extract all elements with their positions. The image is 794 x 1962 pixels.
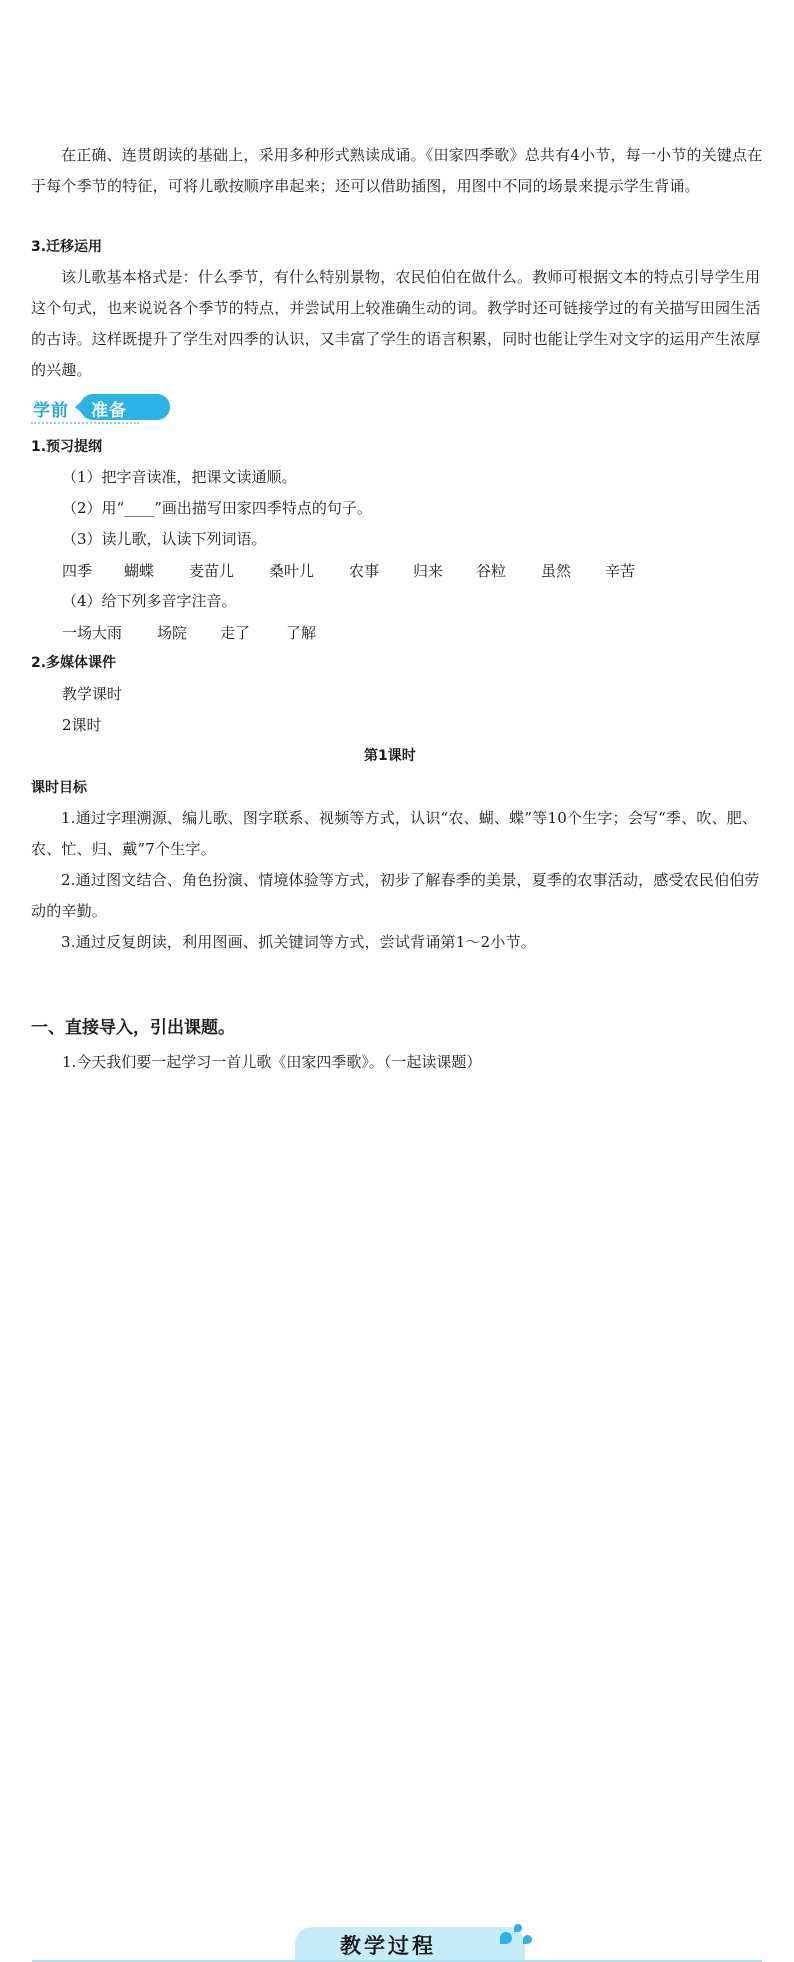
- teaching-hours-value: 2课时: [62, 716, 102, 734]
- vocab-word: 四季: [62, 562, 93, 580]
- vocab-word: 麦苗儿: [189, 562, 235, 580]
- vocab-word: 桑叶儿: [269, 562, 315, 580]
- polyphone-word: 了解: [286, 624, 317, 642]
- intro-paragraph-2: 该儿歌基本格式是：什么季节，有什么特别景物，农民伯伯在做什么。教师可根据文本的特点引导学生用这个句式，也来说说各个季节的特点，并尝试用上较准确生动的词。教学时还可链接学过的有关描写田园生活的古诗。这样既提升了学生对四季的认识，又丰富了学生的语言积累，同时也能让学生对文字的运用产生浓厚的兴趣。: [31, 268, 761, 379]
- drop-icon: [500, 1932, 512, 1944]
- section-direct-intro: 一、直接导入，引出课题。: [31, 1018, 235, 1038]
- prep-badge-left: 学前: [33, 401, 69, 421]
- heading-multimedia: 2.多媒体课件: [31, 655, 117, 671]
- heading-transfer-use: 3.迁移运用: [31, 239, 103, 255]
- prep-badge-right: 准备: [91, 401, 127, 421]
- lesson-title: 第1课时: [364, 748, 416, 764]
- heading-preview-outline: 1.预习提纲: [31, 439, 103, 455]
- vocab-word: 辛苦: [605, 562, 636, 580]
- drop-icon: [523, 1935, 532, 1944]
- polyphone-word: 一场大雨: [62, 624, 123, 642]
- prep-badge-arrow: [75, 400, 83, 414]
- polyphone-word: 场院: [157, 624, 188, 642]
- process-banner-text: 教学过程: [340, 1934, 436, 1958]
- drop-icon: [514, 1924, 522, 1932]
- prep-badge-underline: [31, 422, 139, 424]
- preview-item-3: （3）读儿歌，认读下列词语。: [62, 530, 267, 548]
- process-step-1: 1.今天我们要一起学习一首儿歌《田家四季歌》。（一起读课题）: [62, 1053, 482, 1071]
- vocab-word: 谷粒: [476, 562, 507, 580]
- lesson-goal-3: 3.通过反复朗读，利用图画、抓关键词等方式，尝试背诵第1～2小节。: [61, 933, 537, 951]
- prep-badge: [31, 394, 143, 424]
- vocab-word: 蝴蝶: [124, 562, 155, 580]
- vocab-word: 虽然: [541, 562, 572, 580]
- preview-item-1: （1）把字音读准，把课文读通顺。: [62, 468, 297, 486]
- teaching-hours-label: 教学课时: [62, 685, 123, 703]
- vocab-word: 农事: [349, 562, 380, 580]
- lesson-goal-2: 2.通过图文结合、角色扮演、情境体验等方式，初步了解春季的美景，夏季的农事活动，感受农民伯伯劳动的辛勤。: [31, 871, 760, 920]
- heading-lesson-goals: 课时目标: [31, 780, 87, 796]
- preview-item-2: （2）用“____”画出描写田家四季特点的句子。: [62, 499, 372, 517]
- preview-item-4: （4）给下列多音字注音。: [62, 592, 237, 610]
- intro-paragraph-1: 在正确、连贯朗读的基础上，采用多种形式熟读成诵。《田家四季歌》总共有4小节，每一小节的关键点在于每个季节的特征，可将儿歌按顺序串起来；还可以借助插图，用图中不同的场景来提示学生背诵。: [31, 146, 763, 195]
- vocab-word: 归来: [413, 562, 444, 580]
- polyphone-word: 走了: [220, 624, 251, 642]
- lesson-goal-1: 1.通过字理溯源、编儿歌、图字联系、视频等方式，认识“农、蝴、蝶”等10个生字；会写“季、吹、肥、农、忙、归、戴”7个生字。: [31, 809, 758, 858]
